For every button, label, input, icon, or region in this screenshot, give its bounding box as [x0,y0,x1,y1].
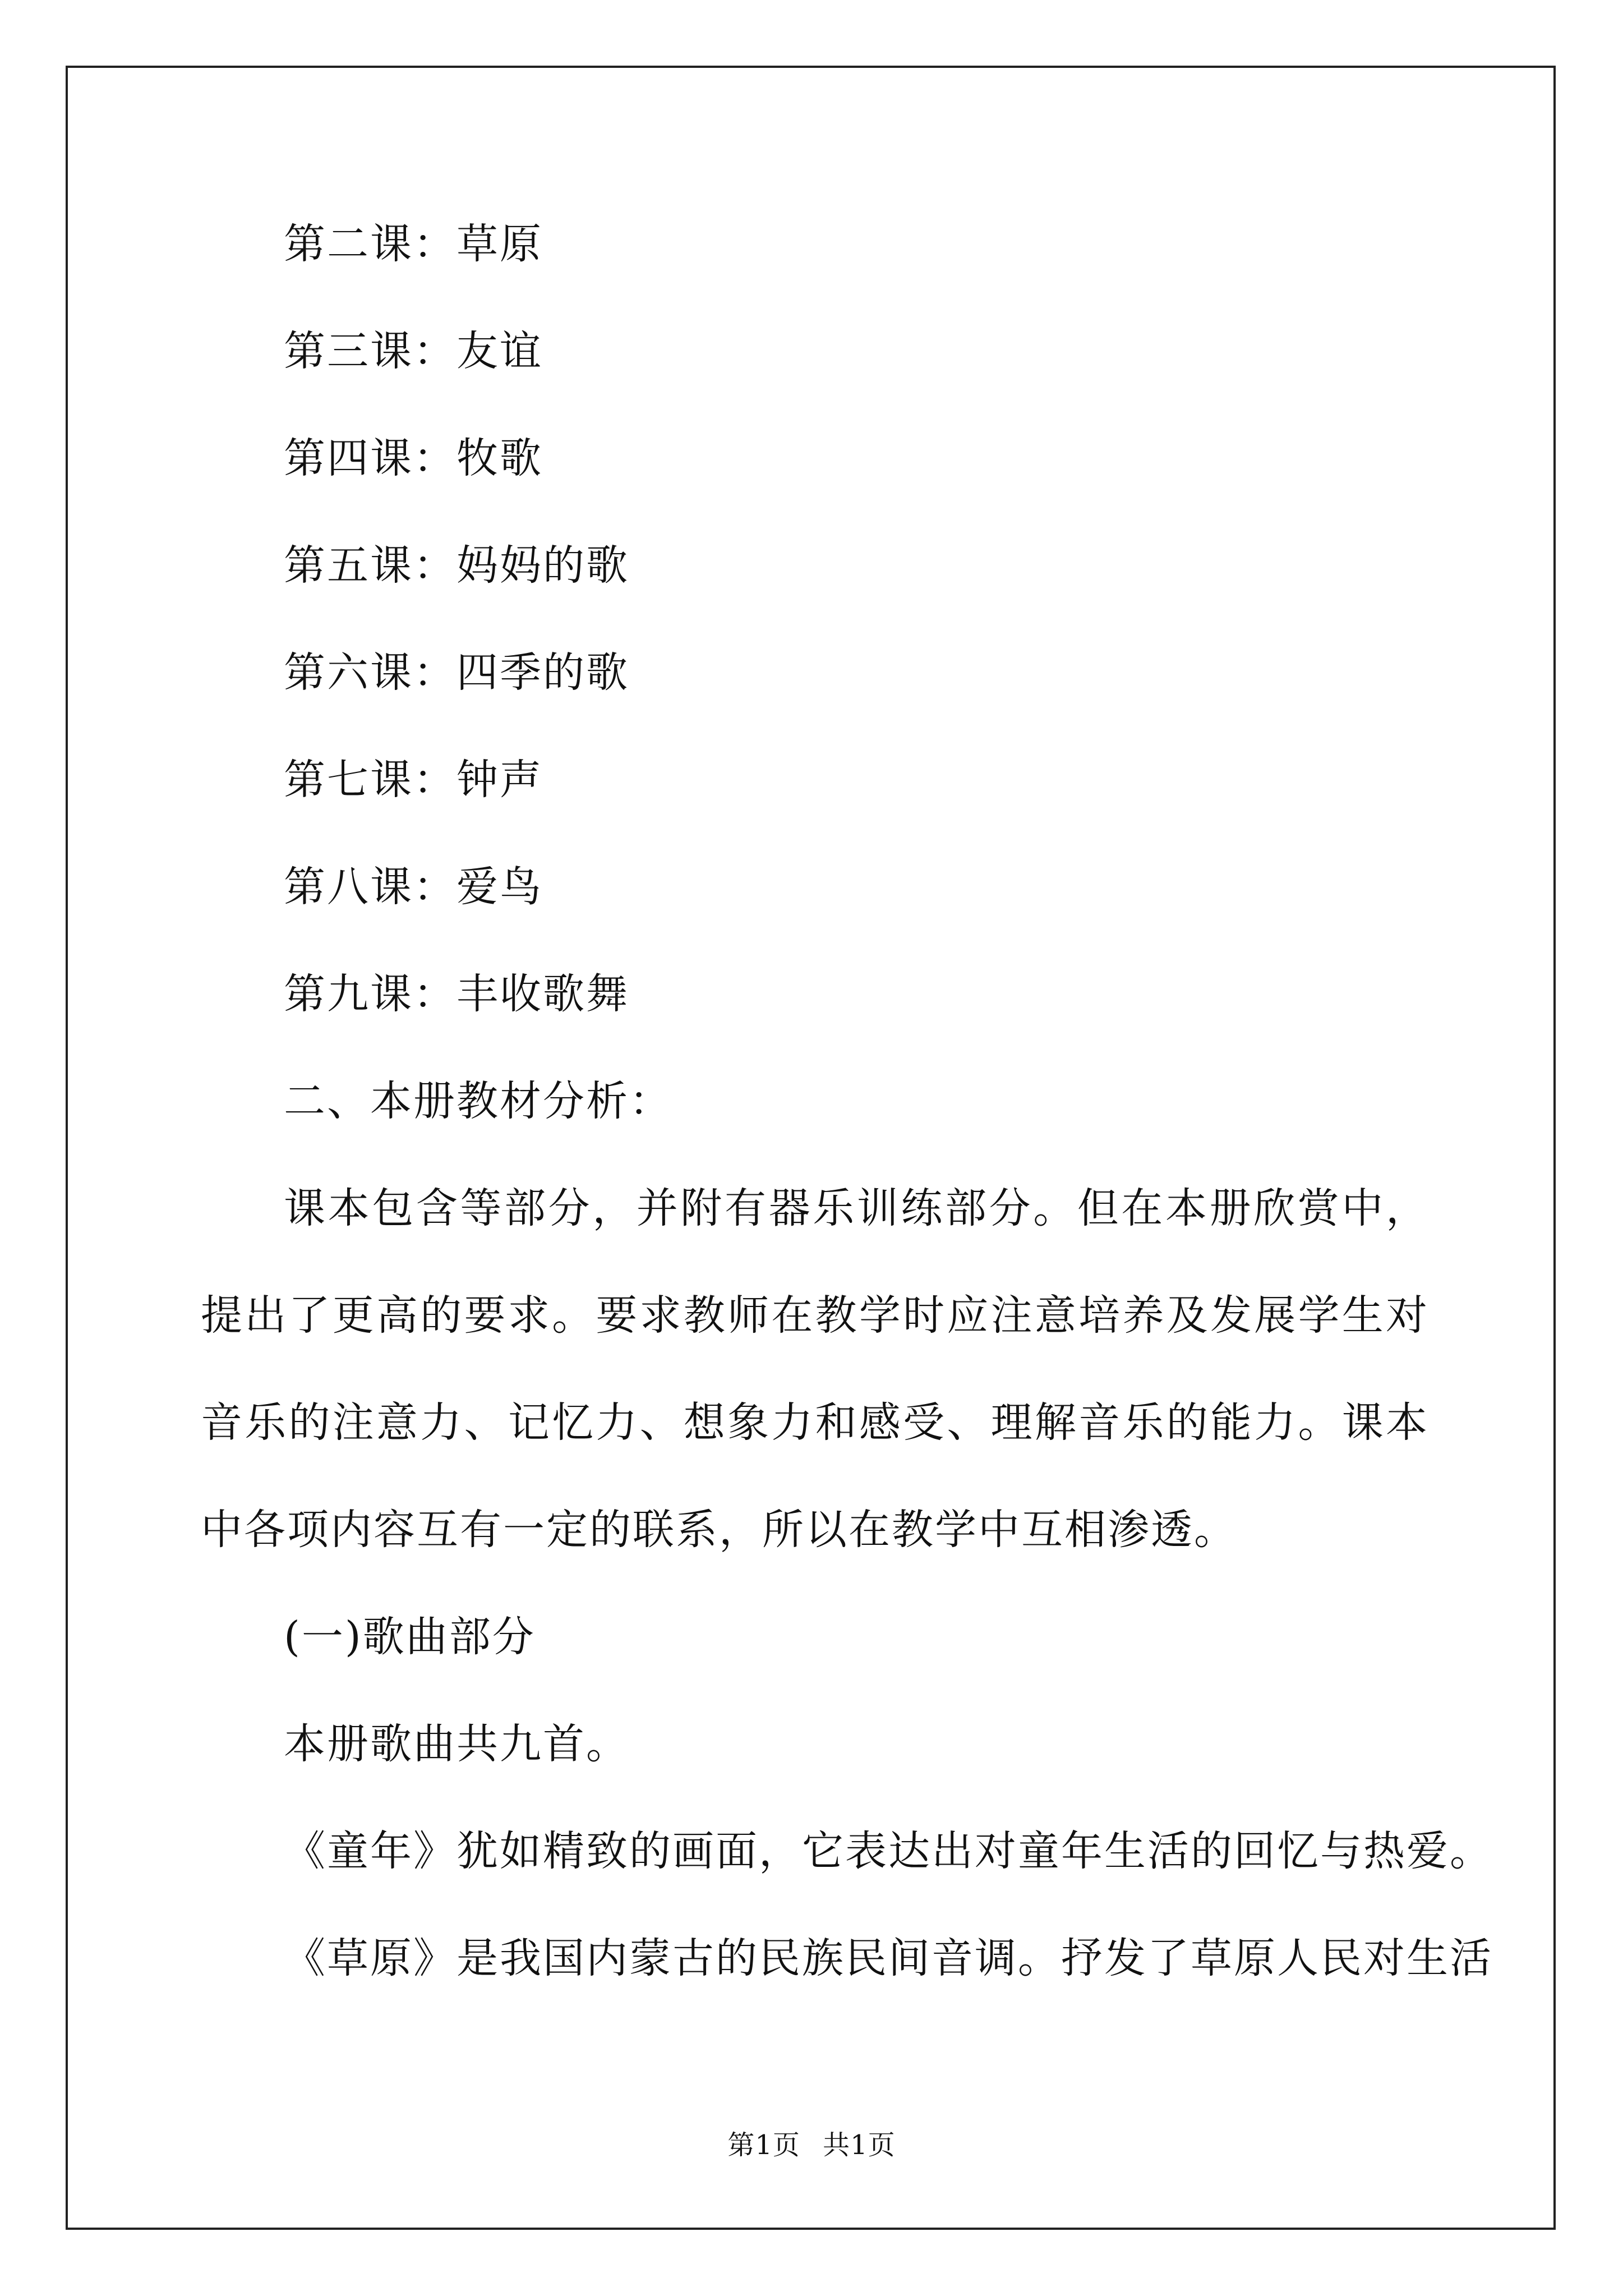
song-description: 《草原》是我国内蒙古的民族民间音调。抒发了草原人民对生活 [284,1934,1493,1982]
songs-count-line: 本册歌曲共九首。 [284,1720,629,1768]
page-number: 第1页 [727,2129,800,2161]
lesson-line: 第二课：草原 [284,220,543,268]
section-heading: 二、本册教材分析： [284,1077,672,1125]
analysis-paragraph: 课本包含等部分，并附有器乐训练部分。但在本册欣赏中，提出了更高的要求。要求教师在教学时应注意培养及发展学生对音乐的注意力、记忆力、想象力和感受、理解音乐的能力。课本中各项内容互有一定的联系，所以在教学中互相渗透。 [201,1184,1429,1554]
lesson-line: 第六课：四季的歌 [284,648,629,697]
subsection-heading: (一)歌曲部分 [284,1613,536,1661]
lesson-line: 第七课：钟声 [284,756,543,804]
lesson-line: 第九课：丰收歌舞 [284,970,629,1018]
page-total: 共1页 [823,2129,896,2161]
lesson-line: 第八课：爱鸟 [284,863,543,911]
page-footer [0,2123,1623,2162]
document-body [201,213,1493,2035]
lesson-line: 第三课：友谊 [284,327,543,375]
lesson-line: 第四课：牧歌 [284,434,543,482]
song-description: 《童年》犹如精致的画面，它表达出对童年生活的回忆与热爱。 [284,1827,1493,1875]
lesson-line: 第五课：妈妈的歌 [284,541,629,590]
